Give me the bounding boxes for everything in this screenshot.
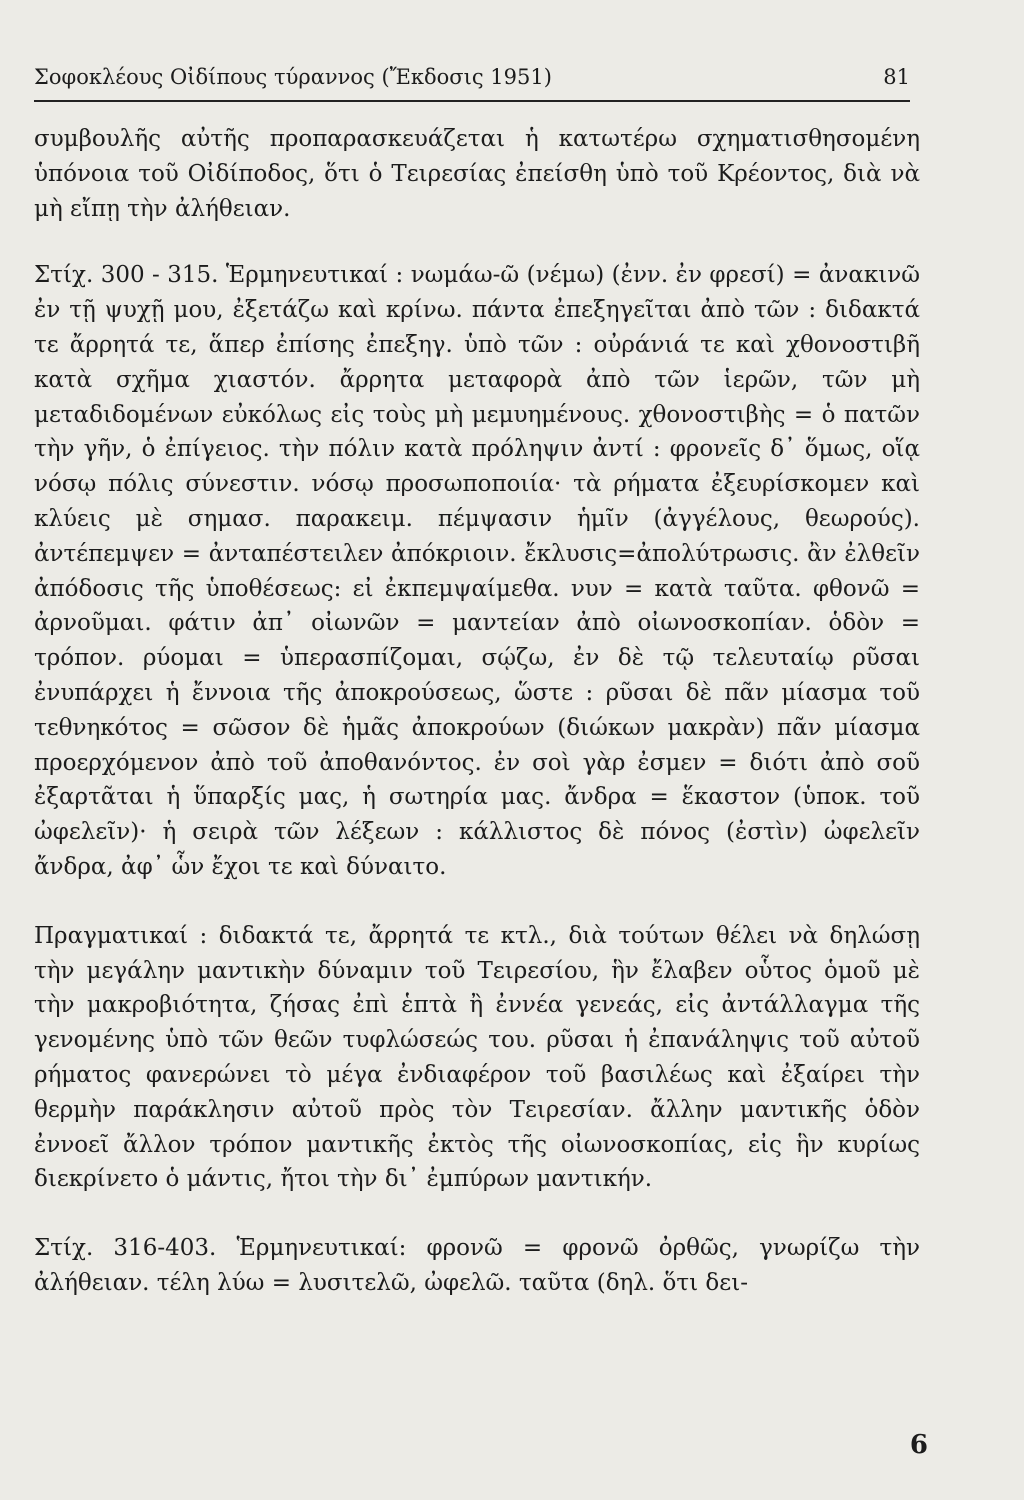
page-number: 81: [883, 65, 910, 89]
signature-mark: 6: [909, 1430, 928, 1460]
running-title: Σοφοκλέους Οἰδίπους τύραννος (Ἔκδοσις 1951): [34, 65, 552, 89]
paragraph-lines-316-403: Στίχ. 316-403. Ἑρμηνευτικαί: φρονῶ = φρονῶ ὀρθῶς, γνωρίζω τὴν ἀλήθειαν. τέλη λύω = λυσιτελῶ, ὠφελῶ. ταῦτα (δηλ. ὅτι δει-: [34, 1235, 920, 1296]
paragraph-pragmatikai: Πραγματικαί : διδακτά τε, ἄρρητά τε κτλ., διὰ τούτων θέλει νὰ δηλώσῃ τὴν μεγάλην μαντικὴν δύναμιν τοῦ Τειρεσίου, ἣν ἔλαβεν οὗτος ὁμοῦ μὲ τὴν μακροβιότητα, ζήσας ἐπὶ ἑπτὰ ἢ ἐννέα γενεάς, εἰς ἀντάλλαγμα τῆς γενομένης ὑπὸ τῶν θεῶν τυφλώσεώς του. ρῦσαι ἡ ἐπανάληψις τοῦ αὐτοῦ ρήματος φανερώνει τὸ μέγα ἐνδιαφέρον τοῦ βασιλέως καὶ ἐξαίρει τὴν θερμὴν παράκλησιν αὐτοῦ πρὸς τὸν Τειρεσίαν. ἄλλην μαντικῆς ὁδὸν ἐννοεῖ ἄλλον τρόπον μαντικῆς ἐκτὸς τῆς οἰωνοσκοπίας, εἰς ἣν κυρίως διεκρίνετο ὁ μάντις, ἤτοι τὴν δι᾽ ἐμπύρων μαντικήν.: [34, 922, 920, 1193]
paragraph-intro: συμβουλῆς αὐτῆς προπαρασκευάζεται ἡ κατωτέρω σχηματισθησομένη ὑπόνοια τοῦ Οἰδίποδος, ὅτι ὁ Τειρεσίας ἐπείσθη ὑπὸ τοῦ Κρέοντος, διὰ νὰ μὴ εἴπῃ τὴν ἀλήθειαν.: [34, 126, 920, 222]
header-rule: [34, 100, 910, 102]
paragraph-lines-300-315: Στίχ. 300 - 315. Ἑρμηνευτικαί : νωμάω-ῶ (νέμω) (ἐνν. ἐν φρεσί) = ἀνακινῶ ἐν τῇ ψυχῇ μου, ἐξετάζω καὶ κρίνω. πάντα ἐπεξηγεῖται ἀπὸ τῶν : διδακτά τε ἄρρητά τε, ἅπερ ἐπίσης ἐπεξηγ. ὑπὸ τῶν : οὐράνιά τε καὶ χθονοστιβῆ κατὰ σχῆμα χιαστόν. ἄρρητα μεταφορὰ ἀπὸ τῶν ἱερῶν, τῶν μὴ μεταδιδομένων εὐκόλως εἰς τοὺς μὴ μεμυημένους. χθονοστιβὴς = ὁ πατῶν τὴν γῆν, ὁ ἐπίγειος. τὴν πόλιν κατὰ πρόληψιν ἀντί : φρονεῖς δ᾽ ὅμως, οἵᾳ νόσῳ πόλις σύνεστιν. νόσῳ προσωποποιία· τὰ ρήματα ἐξευρίσκομεν καὶ κλύεις μὲ σημασ. παρακειμ. πέμψασιν ἡμῖν (ἀγγέλους, θεωρούς). ἀντέπεμψεν = ἀνταπέστειλεν ἀπόκριοιν. ἔκλυσις=ἀπολύτρωσις. ἂν ἐλθεῖν ἀπόδοσις τῆς ὑποθέσεως: εἰ ἐκπεμψαίμεθα. νυν = κατὰ ταῦτα. φθονῶ = ἀρνοῦμαι. φάτιν ἀπ᾽ οἰωνῶν = μαντείαν ἀπὸ οἰωνοσκοπίαν. ὁδὸν = τρόπον. ρύομαι = ὑπερασπίζομαι, σῴζω, ἐν δὲ τῷ τελευταίῳ ρῦσαι ἐνυπάρχει ἡ ἔννοια τῆς ἀποκρούσεως, ὥστε : ρῦσαι δὲ πᾶν μίασμα τοῦ τεθνηκότος = σῶσον δὲ ἡμᾶς ἀποκρούων (διώκων μακρὰν) πᾶν μίασμα προερχόμενον ἀπὸ τοῦ ἀποθανόντος. ἐν σοὶ γὰρ ἐσμεν = διότι ἀπὸ σοῦ ἐξαρτᾶται ἡ ὕπαρξίς μας, ἡ σωτηρία μας. ἄνδρα = ἕκαστον (ὑποκ. τοῦ ὠφελεῖν)· ἡ σειρὰ τῶν λέξεων : κάλλιστος δὲ πόνος (ἐστὶν) ὠφελεῖν ἄνδρα, ἀφ᾽ ὧν ἔχοι τε καὶ δύναιτο.: [34, 262, 920, 880]
page-body: [34, 122, 920, 1301]
